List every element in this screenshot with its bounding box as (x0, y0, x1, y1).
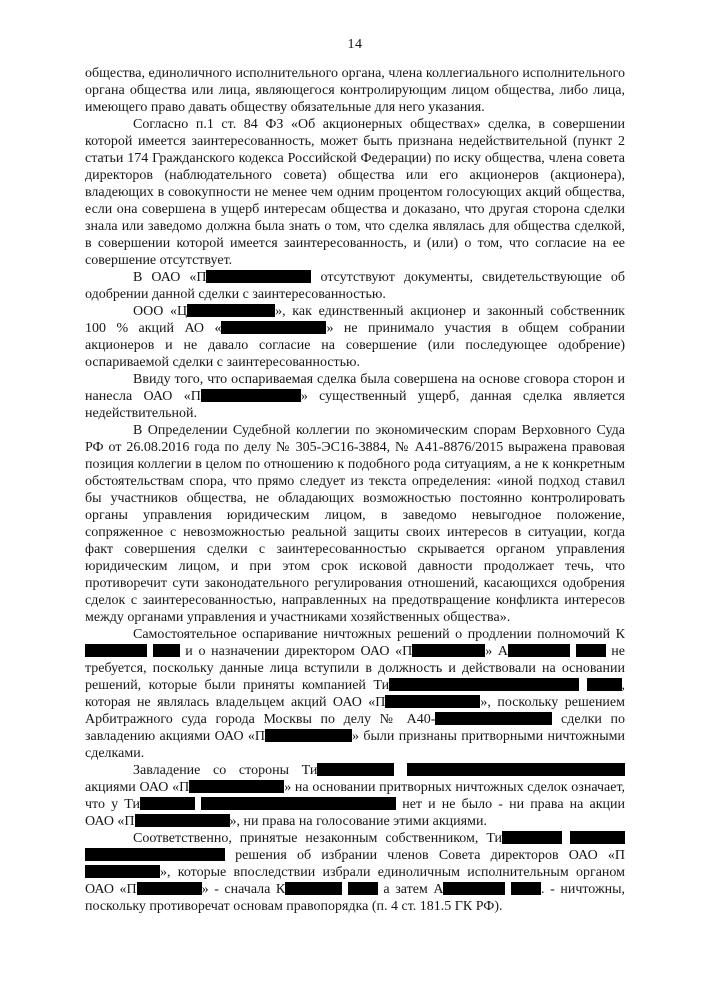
text-run (562, 831, 570, 846)
redaction-box (435, 712, 552, 725)
redaction-box (285, 882, 342, 895)
redaction-box (221, 321, 326, 334)
page-number: 14 (347, 37, 363, 52)
redaction-box (576, 644, 606, 657)
redaction-box (135, 814, 230, 827)
document-body (85, 65, 625, 915)
text-run: . - ничтожны, поскольку противоречат основам правопорядка (п. 4 ст. 181.5 ГК РФ). (85, 882, 626, 914)
text-run: » А (485, 644, 508, 659)
redaction-box (348, 882, 378, 895)
text-run: не требуется, поскольку данные лица вступили в должность и действовали на основании решений, которые были приняты компанией Ти (85, 644, 625, 693)
text-run: , которая не являлась владельцем акций ОАО «П (85, 678, 625, 710)
redaction-box (201, 797, 396, 810)
paragraph (85, 303, 625, 371)
text-run: », как единственный акционер и законный собственник 100 % акций АО « (85, 304, 625, 336)
text-run: », которые впоследствии избрали единоличным исполнительным органом ОАО «П (85, 865, 625, 897)
redaction-box (511, 882, 541, 895)
redaction-box (206, 270, 311, 283)
text-run: акциями ОАО «П (85, 780, 190, 795)
text-run: отсутствуют документы, свидетельствующие об одобрении данной сделки с заинтересованностью. (85, 270, 625, 302)
redaction-box (85, 865, 160, 878)
redaction-box (265, 729, 352, 742)
text-run: общества, единоличного исполнительного органа, члена коллегиального исполнительного органа общества или лица, являющегося контролирующим лицом общества, либо лица, имеющего право давать обществу обязательные для него указания. (85, 66, 625, 115)
paragraph (85, 422, 625, 626)
redaction-box (508, 644, 570, 657)
paragraph (85, 762, 625, 830)
text-run: Соответственно, принятые незаконным собственником, Ти (133, 831, 503, 846)
text-run: а затем А (377, 882, 444, 897)
text-run: Согласно п.1 ст. 84 ФЗ «Об акционерных обществах» сделка, в совершении которой имеется заинтересованность, может быть признана недействительной (пункт 2 статьи 174 Гражданского кодекса Российской Федерации) по иску общества, члена совета директоров (наблюдательного совета) общества или его акционеров (акционера), владеющих в совокупности не менее чем одним процентом голосующих акций общества, если она совершена в ущерб интересам общества и доказано, что другая сторона сделки знала или заведомо должна была знать о том, что сделка являлась для общества сделкой, в совершении которой имеется заинтересованность, и (или) о том, что согласие на ее совершение отсутствует. (85, 117, 625, 268)
text-run: В ОАО «П (133, 270, 207, 285)
redaction-box (85, 644, 147, 657)
text-run: решения об избрании членов Совета директоров ОАО «П (225, 848, 625, 863)
text-run: » не принимало участия в общем собрании акционеров и не давало согласие на совершение (или последующее одобрение) оспариваемой сделки с заинтересованностью. (85, 321, 625, 370)
redaction-box (443, 882, 505, 895)
paragraph (85, 269, 625, 303)
redaction-box (189, 780, 284, 793)
text-run (394, 763, 407, 778)
redaction-box (317, 763, 394, 776)
redaction-box (385, 695, 480, 708)
text-run: В Определении Судебной коллегии по экономическим спорам Верховного Суда РФ от 26.08.2016 года по делу № 305-ЭС16-3884, № А41-8876/2015 выражена правовая позиция коллегии в целом по отношению к подобного рода ситуациям, а не к конкретным обстоятельствам спора, что прямо следует из текста определения: «иной подход ставил бы участников общества, не обладающих возможностью постоянно контролировать органы управления юридическим лицом, в заведомо невыгодное положение, сопряженное с невозможностью реальной защиты своих интересов в ситуации, когда факт совершения сделки с заинтересованностью скрывается органом управления юридическим лицом, и при этом срок исковой давности продолжает течь, что противоречит сути законодательного регулирования отношений, касающихся одобрения сделок с заинтересованностью, направленных на предотвращение конфликта интересов между органами управления и участниками хозяйственных общества». (85, 423, 625, 625)
redaction-box (407, 763, 625, 776)
redaction-box (502, 831, 562, 844)
redaction-box (570, 831, 625, 844)
redaction-box (389, 678, 579, 691)
redaction-box (140, 797, 195, 810)
redaction-box (153, 644, 180, 657)
paragraph (85, 65, 625, 116)
redaction-box (201, 389, 301, 402)
redaction-box (85, 848, 225, 861)
redaction-box (137, 882, 202, 895)
text-run: сделки по завладению акциями ОАО «П (85, 712, 625, 744)
paragraph (85, 830, 625, 915)
text-run: и о назначении директором ОАО «П (179, 644, 413, 659)
redaction-box (587, 678, 622, 691)
paragraph (85, 371, 625, 422)
text-run: » были признаны притворными ничтожными сделками. (85, 729, 625, 761)
text-run: ООО «Ц (133, 304, 188, 319)
text-run: Завладение со стороны Ти (133, 763, 318, 778)
text-run: нет и не было - ни права на акции ОАО «П (85, 797, 626, 829)
redaction-box (187, 304, 275, 317)
text-run: Ввиду того, что оспариваемая сделка была совершена на основе сговора сторон и нанесла ОАО «П (85, 372, 625, 404)
text-run (579, 678, 586, 693)
paragraph (85, 116, 625, 269)
text-run: » существенный ущерб, данная сделка является недействительной. (85, 389, 625, 421)
text-run: », ни права на голосование этими акциями. (229, 814, 487, 829)
text-run: », поскольку решением Арбитражного суда города Москвы по делу № А40- (85, 695, 625, 727)
text-run: » на основании притворных ничтожных сделок означает, что у Ти (85, 780, 626, 812)
text-run: » - сначала К (201, 882, 286, 897)
text-run: Самостоятельное оспаривание ничтожных решений о продлении полномочий К (133, 627, 625, 642)
paragraph (85, 626, 625, 762)
redaction-box (412, 644, 485, 657)
